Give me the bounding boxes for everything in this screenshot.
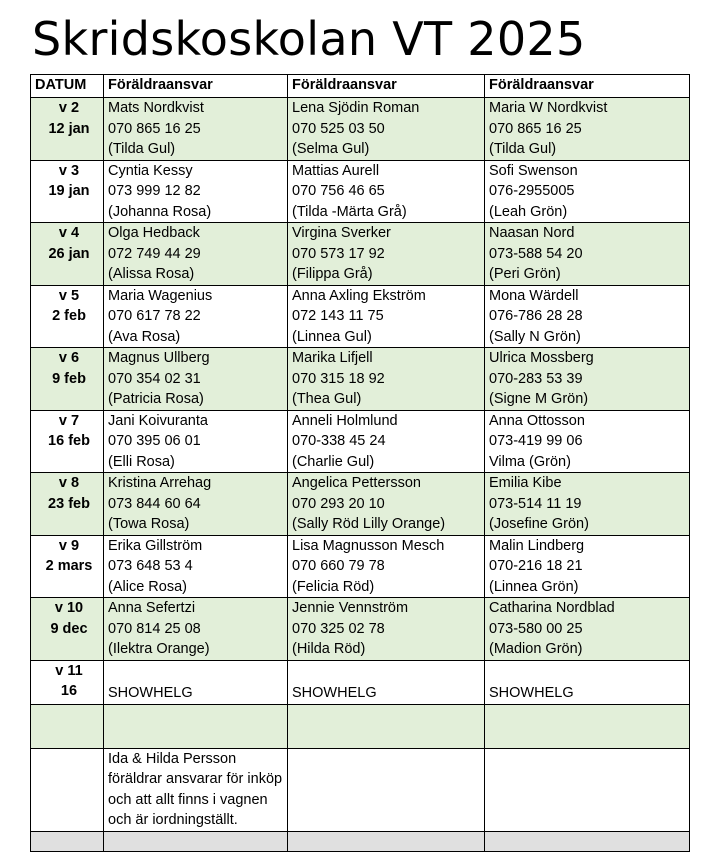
parent-cell-col2 [288, 348, 485, 411]
child-name: (Sally N Grön) [489, 328, 581, 345]
parent-cell-col3 [485, 223, 690, 286]
schedule-table [30, 74, 690, 852]
parent-name: Marika Lifjell [292, 350, 373, 366]
child-name: (Ava Rosa) [108, 328, 181, 345]
week-number: v 8 [58, 475, 80, 491]
parent-phone: 070 865 16 25 [108, 120, 201, 137]
parent-phone: 070 325 02 78 [292, 620, 385, 637]
parent-cell-col1 [104, 473, 288, 536]
week-number: v 2 [58, 100, 80, 116]
showhelg-cell-col2 [288, 660, 485, 704]
week-number: v 4 [58, 225, 80, 241]
header-datum: DATUM [31, 75, 104, 98]
parent-name: Anneli Holmlund [292, 412, 398, 429]
parent-name: Mats Nordkvist [108, 100, 204, 116]
parent-phone: 070-283 53 39 [489, 370, 583, 387]
parent-name: Malin Lindberg [489, 537, 585, 554]
week-date: 23 feb [48, 495, 90, 512]
parent-name: Magnus Ullberg [108, 350, 210, 366]
parent-name: Catharina Nordblad [489, 600, 615, 616]
parent-phone: 076-786 28 28 [489, 308, 583, 324]
parent-name: Virgina Sverker [292, 225, 391, 241]
parent-phone: 076-2955005 [489, 183, 575, 199]
table-row [31, 410, 690, 473]
empty-cell [288, 831, 485, 851]
child-name: (Towa Rosa) [108, 516, 190, 532]
child-name: (Linnea Grön) [489, 578, 579, 595]
header-col3: Föräldraansvar [485, 75, 690, 98]
child-name: (Leah Grön) [489, 203, 568, 220]
showhelg-label: SHOWHELG [292, 684, 377, 701]
parent-cell-col3 [485, 285, 690, 348]
parent-phone: 073-419 99 06 [489, 433, 583, 449]
parent-cell-col3 [485, 410, 690, 473]
child-name: (Linnea Gul) [292, 328, 372, 345]
parent-name: Emilia Kibe [489, 475, 562, 491]
child-name: (Johanna Rosa) [108, 203, 212, 220]
parent-phone: 073 648 53 4 [108, 558, 193, 574]
parent-cell-col2 [288, 285, 485, 348]
parent-name: Erika Gillström [108, 537, 203, 554]
parent-cell-col1 [104, 348, 288, 411]
parent-name: Lena Sjödin Roman [292, 100, 420, 116]
table-row [31, 285, 690, 348]
parent-cell-col3 [485, 473, 690, 536]
week-date: 2 feb [52, 308, 86, 324]
parent-name: Anna Sefertzi [108, 600, 196, 616]
week-cell [31, 598, 104, 661]
parent-cell-col1 [104, 598, 288, 661]
parent-phone: 073 999 12 82 [108, 183, 201, 199]
header-col1: Föräldraansvar [104, 75, 288, 98]
week-date: 9 feb [52, 370, 86, 387]
parent-phone: 070-338 45 24 [292, 433, 386, 449]
parent-phone: 070 395 06 01 [108, 433, 201, 449]
child-name: (Thea Gul) [292, 391, 362, 407]
parent-phone: 072 143 11 75 [292, 308, 384, 324]
table-row [31, 473, 690, 536]
table-row [31, 598, 690, 661]
empty-cell [288, 704, 485, 748]
week-number: v 10 [54, 600, 84, 616]
child-name: Vilma (Grön) [489, 453, 571, 470]
page-title: Skridskoskolan VT 2025 [32, 12, 586, 66]
week-cell [31, 348, 104, 411]
week-cell [31, 410, 104, 473]
parent-cell-col2 [288, 473, 485, 536]
parent-cell-col1 [104, 535, 288, 598]
parent-cell-col1 [104, 98, 288, 161]
child-name: (Patricia Rosa) [108, 391, 204, 407]
parent-name: Maria W Nordkvist [489, 100, 608, 116]
showhelg-row [31, 660, 690, 704]
parent-phone: 073-580 00 25 [489, 620, 583, 637]
week-date: 19 jan [48, 183, 90, 199]
parent-name: Anna Axling Ekström [292, 287, 426, 304]
parent-cell-col2 [288, 160, 485, 223]
parent-name: Naasan Nord [489, 225, 575, 241]
parent-phone: 070 660 79 78 [292, 558, 385, 574]
child-name: (Hilda Röd) [292, 641, 366, 657]
parent-name: Jennie Vennström [292, 600, 409, 616]
week-date: 2 mars [45, 558, 93, 574]
parent-phone: 070 756 46 65 [292, 183, 385, 199]
parent-name: Lisa Magnusson Mesch [292, 537, 445, 554]
table-row [31, 348, 690, 411]
parent-cell-col2 [288, 598, 485, 661]
week-cell [31, 473, 104, 536]
table-row [31, 160, 690, 223]
empty-cell [31, 704, 104, 748]
child-name: (Signe M Grön) [489, 391, 589, 407]
child-name: (Ilektra Orange) [108, 641, 210, 657]
parent-cell-col3 [485, 98, 690, 161]
empty-row [31, 704, 690, 748]
week-cell [31, 660, 104, 704]
parent-name: Anna Ottosson [489, 412, 585, 429]
parent-cell-col2 [288, 535, 485, 598]
week-date: 12 jan [48, 120, 90, 137]
table-row [31, 223, 690, 286]
parent-name: Jani Koivuranta [108, 412, 208, 429]
child-name: (Felicia Röd) [292, 578, 375, 595]
parent-phone: 070 865 16 25 [489, 120, 582, 137]
parent-phone: 070-216 18 21 [489, 558, 583, 574]
parent-phone: 070 354 02 31 [108, 370, 201, 387]
child-name: (Tilda Gul) [108, 141, 176, 157]
empty-cell [485, 831, 690, 851]
child-name: (Alissa Rosa) [108, 266, 195, 282]
child-name: (Madion Grön) [489, 641, 583, 657]
parent-name: Angelica Pettersson [292, 475, 421, 491]
week-cell [31, 160, 104, 223]
week-date: 16 feb [48, 433, 90, 449]
parent-cell-col2 [288, 98, 485, 161]
parent-name: Ulrica Mossberg [489, 350, 594, 366]
child-name: (Tilda -Märta Grå) [292, 203, 407, 220]
empty-cell [288, 748, 485, 831]
week-number: v 11 [55, 662, 83, 679]
parent-cell-col3 [485, 160, 690, 223]
empty-cell [485, 748, 690, 831]
parent-cell-col2 [288, 223, 485, 286]
parent-phone: 070 293 20 10 [292, 495, 385, 512]
child-name: (Filippa Grå) [292, 266, 373, 282]
showhelg-cell-col1 [104, 660, 288, 704]
child-name: (Alice Rosa) [108, 578, 187, 595]
empty-cell [31, 831, 104, 851]
parent-cell-col3 [485, 598, 690, 661]
week-number: v 7 [58, 412, 80, 429]
parent-cell-col1 [104, 410, 288, 473]
parent-phone: 070 617 78 22 [108, 308, 201, 324]
parent-phone: 073-514 11 19 [489, 495, 582, 512]
table-row [31, 535, 690, 598]
parent-name: Mattias Aurell [292, 162, 380, 179]
parent-phone: 072 749 44 29 [108, 245, 201, 262]
parent-phone: 070 814 25 08 [108, 620, 201, 637]
parent-cell-col3 [485, 348, 690, 411]
footer-row [31, 831, 690, 851]
parent-phone: 070 315 18 92 [292, 370, 385, 387]
week-date: 16 [60, 683, 78, 699]
parent-name: Kristina Arrehag [108, 475, 212, 491]
week-date: 26 jan [48, 245, 90, 262]
child-name: (Selma Gul) [292, 141, 370, 157]
header-row [31, 75, 690, 98]
header-col2: Föräldraansvar [288, 75, 485, 98]
parent-cell-col3 [485, 535, 690, 598]
parent-cell-col1 [104, 223, 288, 286]
week-number: v 5 [58, 287, 80, 304]
parent-name: Olga Hedback [108, 225, 200, 241]
parent-name: Cyntia Kessy [108, 162, 193, 179]
table-row [31, 98, 690, 161]
parent-phone: 073 844 60 64 [108, 495, 201, 512]
week-date: 9 dec [50, 620, 88, 637]
parent-name: Maria Wagenius [108, 287, 213, 304]
child-name: (Tilda Gul) [489, 141, 557, 157]
parent-phone: 070 525 03 50 [292, 120, 385, 137]
empty-cell [104, 704, 288, 748]
child-name: (Josefine Grön) [489, 516, 589, 532]
week-number: v 3 [58, 162, 80, 179]
week-number: v 6 [58, 350, 80, 366]
parent-name: Mona Wärdell [489, 287, 579, 304]
week-cell [31, 285, 104, 348]
parent-phone: 070 573 17 92 [292, 245, 385, 262]
empty-cell [31, 748, 104, 831]
child-name: (Elli Rosa) [108, 453, 175, 470]
responsibility-note: Ida & Hilda Persson föräldrar ansvarar för inköp och att allt finns i vagnen och är iordningställt. [104, 748, 288, 831]
week-number: v 9 [58, 537, 80, 554]
parent-cell-col1 [104, 285, 288, 348]
week-cell [31, 98, 104, 161]
week-cell [31, 223, 104, 286]
parent-cell-col2 [288, 410, 485, 473]
parent-phone: 073-588 54 20 [489, 245, 583, 262]
empty-cell [104, 831, 288, 851]
parent-cell-col1 [104, 160, 288, 223]
showhelg-label: SHOWHELG [108, 684, 193, 701]
parent-name: Sofi Swenson [489, 162, 578, 179]
week-cell [31, 535, 104, 598]
empty-cell [485, 704, 690, 748]
child-name: (Charlie Gul) [292, 453, 375, 470]
child-name: (Sally Röd Lilly Orange) [292, 516, 446, 532]
showhelg-cell-col3 [485, 660, 690, 704]
showhelg-label: SHOWHELG [489, 684, 574, 701]
note-row [31, 748, 690, 831]
child-name: (Peri Grön) [489, 266, 561, 282]
